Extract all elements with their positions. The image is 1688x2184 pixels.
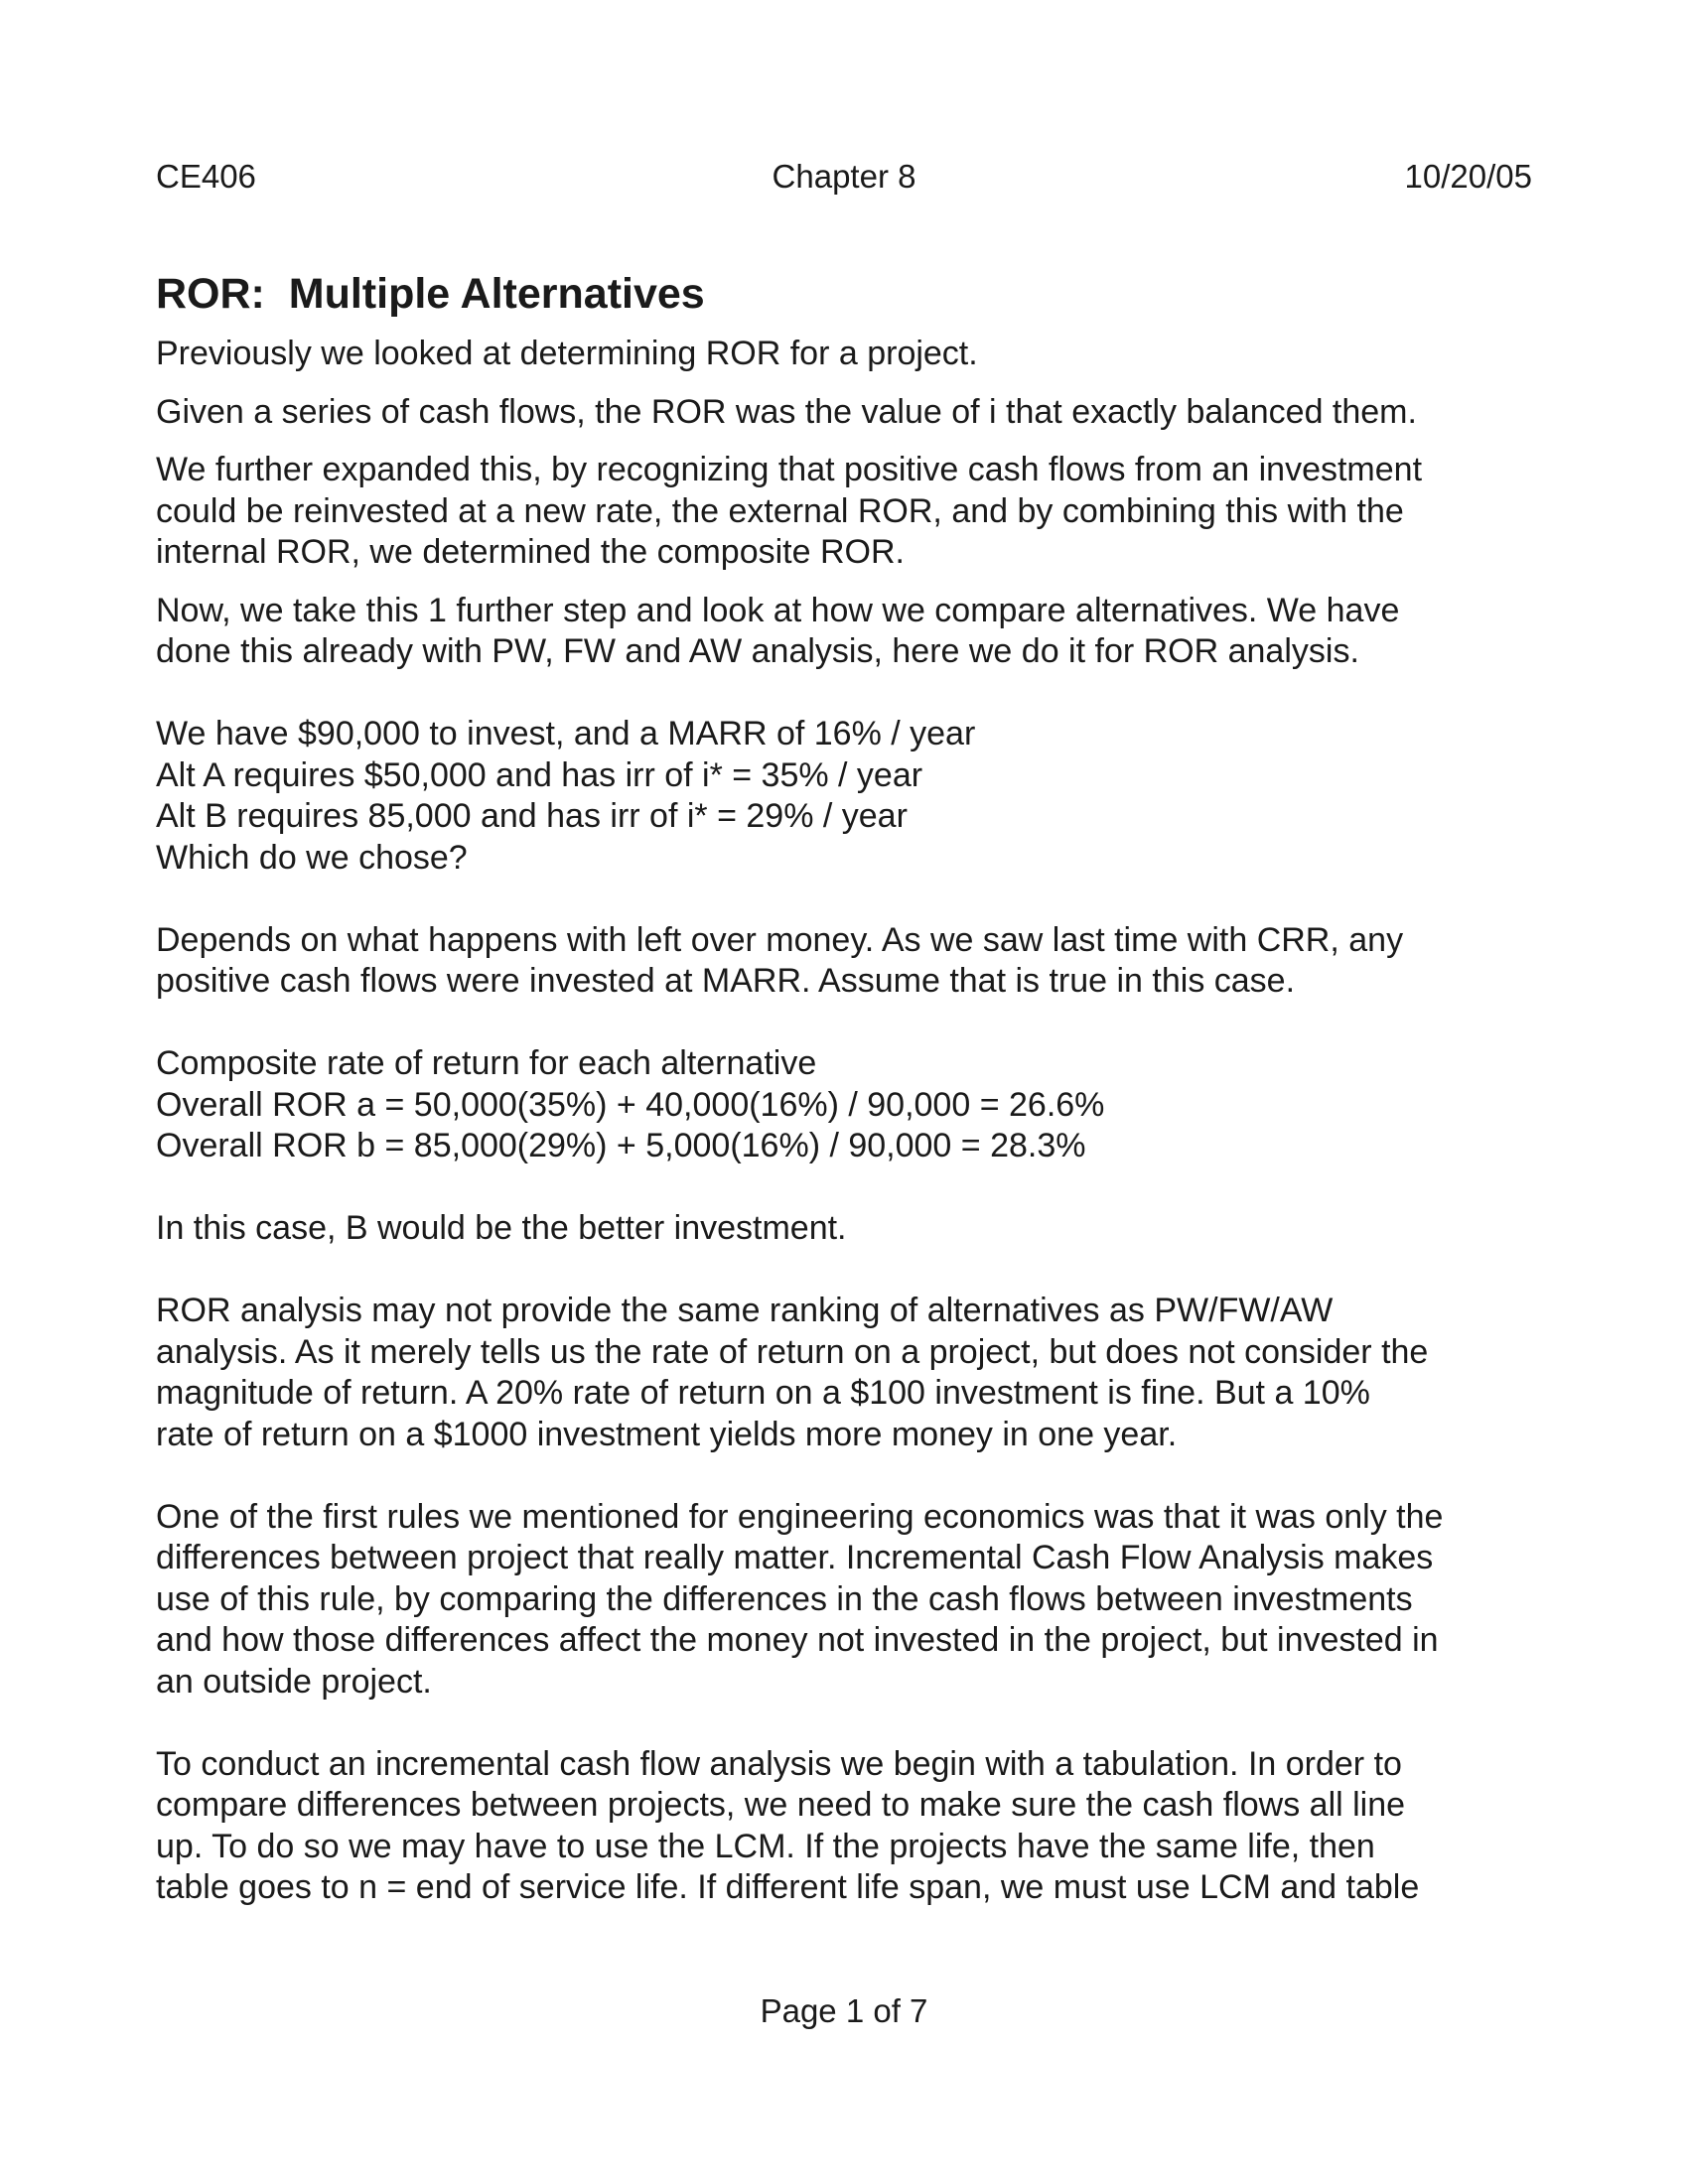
page-number: Page 1 of 7 (760, 1992, 928, 2029)
text-line: Given a series of cash flows, the ROR was the value of i that exactly balanced them. (156, 392, 1417, 431)
text-line: use of this rule, by comparing the differences in the cash flows between investments (156, 1579, 1413, 1618)
text-line: analysis. As it merely tells us the rate of return on a project, but does not consider the (156, 1332, 1429, 1371)
text-line: an outside project. (156, 1662, 432, 1701)
header-date: 10/20/05 (1404, 158, 1532, 195)
text-line: We have $90,000 to invest, and a MARR of 16% / year (156, 715, 976, 752)
document-page (156, 0, 1532, 2184)
text-line: Alt B requires 85,000 and has irr of i* = 29% / year (156, 797, 908, 835)
text-line: up. To do so we may have to use the LCM. If the projects have the same life, then (156, 1827, 1375, 1865)
text-line: Previously we looked at determining ROR for a project. (156, 335, 978, 372)
text-line: and how those differences affect the money not invested in the project, but invested in (156, 1621, 1439, 1659)
text-line: In this case, B would be the better investment. (156, 1209, 847, 1247)
course-code: CE406 (156, 158, 256, 195)
text-line: We further expanded this, by recognizing that positive cash flows from an investment (156, 451, 1423, 488)
text-line: Alt A requires $50,000 and has irr of i* = 35% / year (156, 755, 923, 794)
paragraph-ranking-caveat (156, 1291, 1546, 1455)
text-line: magnitude of return. A 20% rate of return on a $100 investment is fine. But a 10% (156, 1374, 1370, 1412)
text-line: Now, we take this 1 further step and look at how we compare alternatives. We have (156, 591, 1400, 629)
text-line: internal ROR, we determined the composite ROR. (156, 533, 905, 571)
paragraph-ror-definition (156, 392, 1546, 434)
text-line: Overall ROR a = 50,000(35%) + 40,000(16%) / 90,000 = 26.6% (156, 1085, 1105, 1124)
paragraph-conclusion (156, 1208, 1546, 1250)
paragraph-example-setup (156, 714, 1546, 879)
paragraph-left-over-money (156, 920, 1546, 1003)
text-line: compare differences between projects, we need to make sure the cash flows all line (156, 1786, 1406, 1824)
text-line: Depends on what happens with left over money. As we saw last time with CRR, any (156, 920, 1404, 959)
text-line: Composite rate of return for each alternative (156, 1044, 817, 1082)
section-title: ROR: Multiple Alternatives (156, 270, 705, 318)
paragraph-compare-alternatives (156, 591, 1546, 673)
text-line: rate of return on a $1000 investment yields more money in one year. (156, 1415, 1178, 1453)
paragraph-intro (156, 334, 1546, 375)
body-text (156, 334, 1546, 1909)
text-line: Which do we chose? (156, 838, 468, 877)
paragraph-composite-calculation (156, 1043, 1546, 1167)
page-header (156, 155, 1532, 199)
text-line: could be reinvested at a new rate, the external ROR, and by combining this with the (156, 491, 1404, 530)
text-line: Overall ROR b = 85,000(29%) + 5,000(16%) / 90,000 = 28.3% (156, 1127, 1086, 1164)
text-line: One of the first rules we mentioned for engineering economics was that it was only the (156, 1497, 1444, 1536)
text-line: To conduct an incremental cash flow analysis we begin with a tabulation. In order to (156, 1744, 1402, 1783)
text-line: ROR analysis may not provide the same ranking of alternatives as PW/FW/AW (156, 1292, 1334, 1329)
text-line: done this already with PW, FW and AW analysis, here we do it for ROR analysis. (156, 632, 1359, 670)
chapter-label: Chapter 8 (772, 158, 916, 195)
paragraph-tabulation (156, 1744, 1546, 1909)
paragraph-incremental-analysis (156, 1497, 1546, 1704)
text-line: differences between project that really matter. Incremental Cash Flow Analysis makes (156, 1539, 1434, 1576)
text-line: table goes to n = end of service life. If different life span, we must use LCM and table (156, 1868, 1420, 1906)
text-line: positive cash flows were invested at MARR. Assume that is true in this case. (156, 962, 1296, 1000)
paragraph-composite-ror (156, 450, 1546, 574)
